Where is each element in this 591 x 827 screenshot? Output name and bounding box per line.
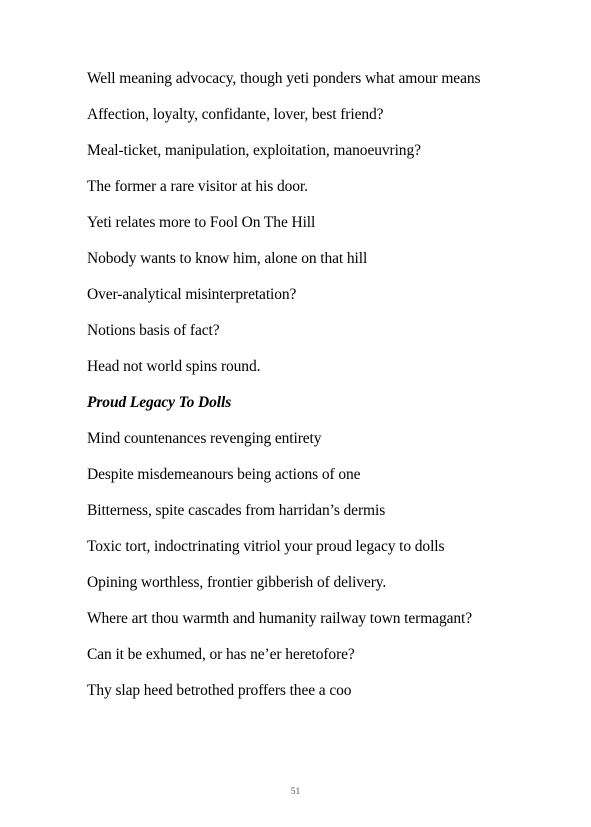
poem-line: Where art thou warmth and humanity railway town termagant? [87, 610, 473, 627]
poem-title: Proud Legacy To Dolls [87, 394, 232, 411]
poem-line: Notions basis of fact? [87, 322, 220, 339]
poem-line: Over-analytical misinterpretation? [87, 286, 297, 303]
poem-line: Opining worthless, frontier gibberish of delivery. [87, 574, 387, 591]
poem-line: Bitterness, spite cascades from harridan’s dermis [87, 502, 386, 519]
poem-line: Mind countenances revenging entirety [87, 430, 322, 447]
poem-line: Thy slap heed betrothed proffers thee a coo [87, 682, 352, 699]
poem-line: Head not world spins round. [87, 358, 261, 375]
poem-line: Meal-ticket, manipulation, exploitation, manoeuvring? [87, 142, 421, 159]
poem-body [87, 68, 503, 716]
poem-line: Nobody wants to know him, alone on that hill [87, 250, 368, 267]
poem-line: Well meaning advocacy, though yeti ponders what amour means [87, 70, 481, 87]
poem-line: Yeti relates more to Fool On The Hill [87, 214, 316, 231]
page-number: 51 [290, 787, 301, 797]
poem-line: Can it be exhumed, or has ne’er heretofore? [87, 646, 355, 663]
poem-line: Toxic tort, indoctrinating vitriol your proud legacy to dolls [87, 538, 445, 555]
poem-line: Affection, loyalty, confidante, lover, best friend? [87, 106, 384, 123]
poem-line: Despite misdemeanours being actions of one [87, 466, 361, 483]
poem-line: The former a rare visitor at his door. [87, 178, 308, 195]
